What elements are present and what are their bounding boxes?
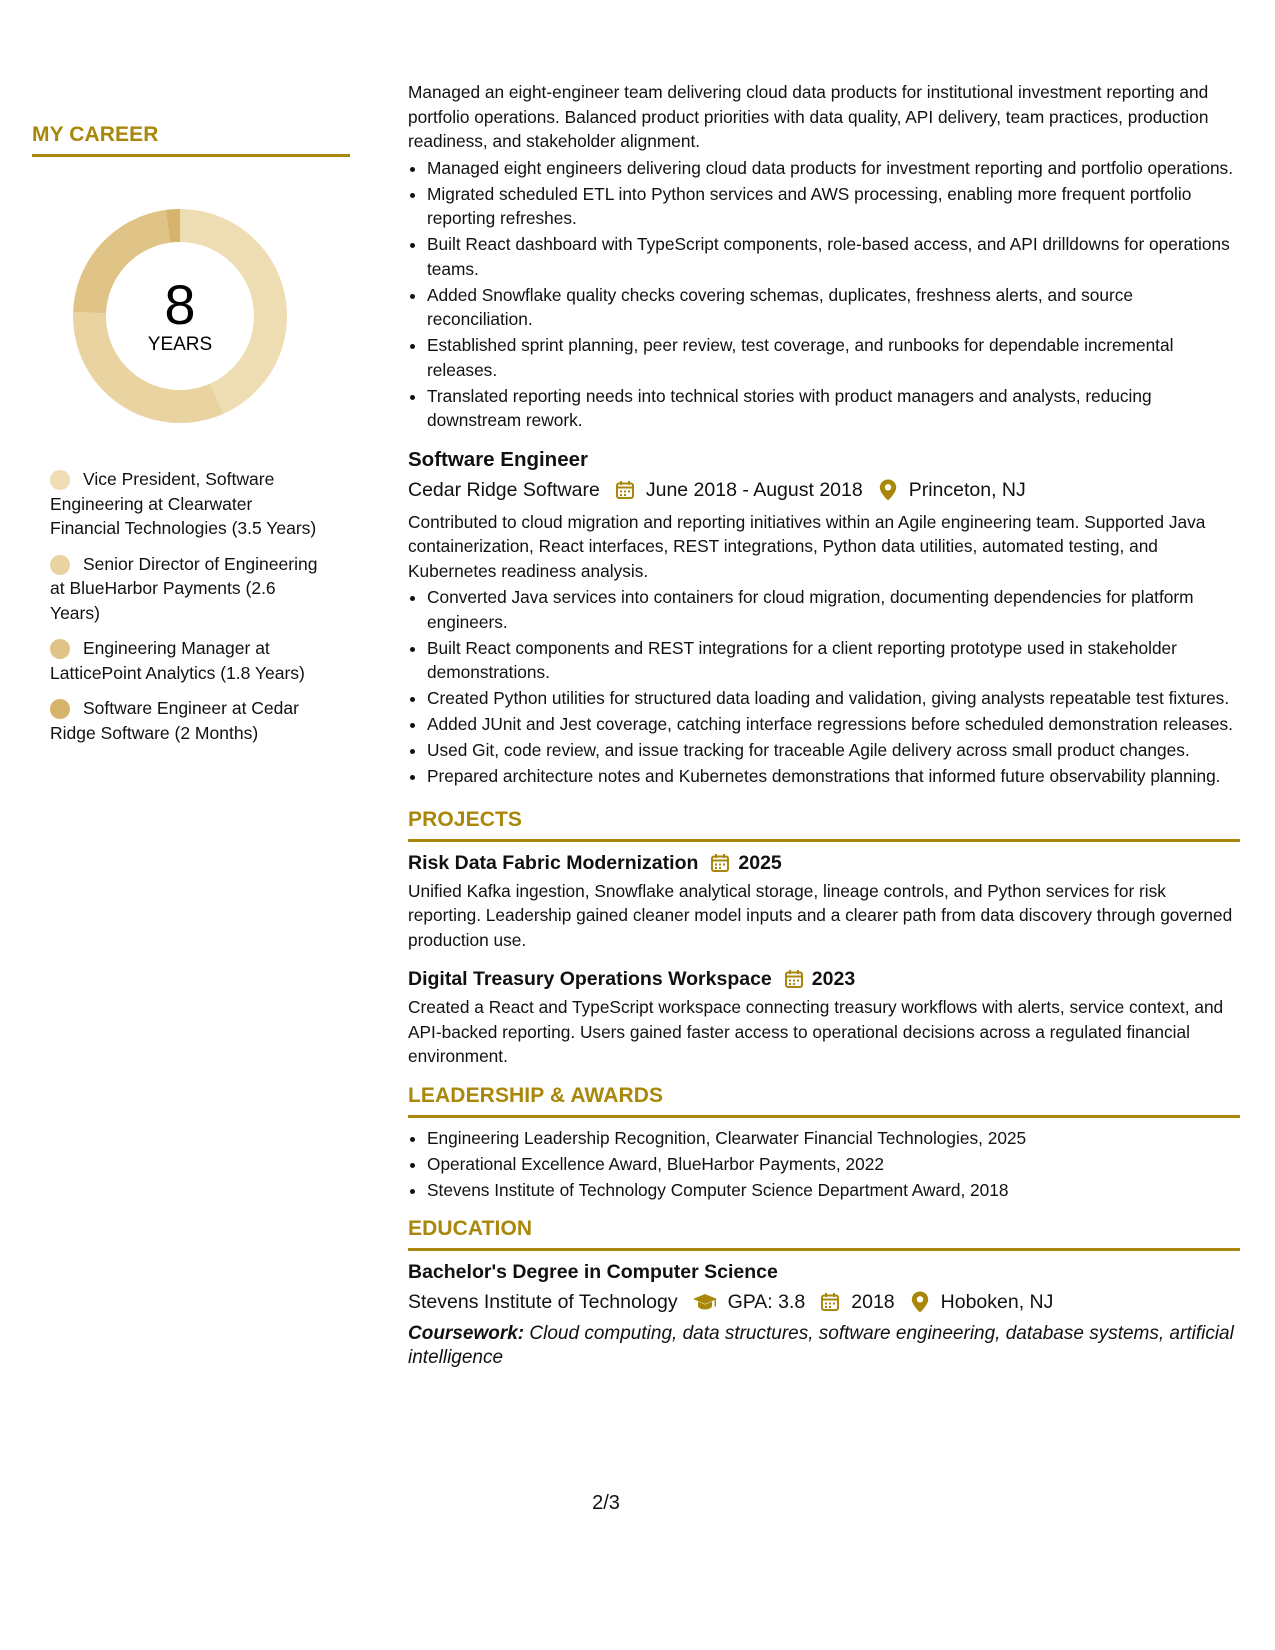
map-pin-icon [877, 479, 899, 501]
project-name: Digital Treasury Operations Workspace [408, 968, 772, 990]
job-meta [408, 476, 1240, 504]
job-location: Princeton, NJ [908, 478, 1026, 501]
legend-item [50, 636, 320, 685]
awards-title: LEADERSHIP & AWARDS [408, 1083, 1240, 1118]
project-year: 2023 [811, 968, 856, 990]
legend-label: Engineering Manager at LatticePoint Analytics (1.8 Years) [50, 638, 305, 683]
legend-dot [50, 699, 70, 719]
job-bullet: • Used Git, code review, and issue tracking for traceable Agile delivery across small product changes. [427, 738, 1240, 763]
projects-title: PROJECTS [408, 807, 1240, 842]
map-pin-icon [909, 1291, 931, 1313]
legend-item [50, 552, 320, 626]
career-donut-chart [65, 201, 295, 431]
donut-years-label: YEARS [147, 334, 213, 355]
job-bullet: • Established sprint planning, peer review, test coverage, and runbooks for dependable incremental releases. [427, 333, 1240, 382]
gpa: GPA: 3.8 [727, 1291, 806, 1313]
project-name: Risk Data Fabric Modernization [408, 851, 699, 874]
career-legend [50, 467, 320, 745]
legend-dot [50, 639, 70, 659]
sidebar [32, 122, 352, 756]
job-bullet: • Added Snowflake quality checks covering schemas, duplicates, freshness alerts, and source reconciliation. [427, 283, 1240, 332]
school-location: Hoboken, NJ [940, 1291, 1054, 1313]
job-summary: Managed an eight-engineer team delivering cloud data products for institutional investment reporting and portfolio operations. Balanced product priorities with data quality, API delivery, team practices, production readiness, and stakeholder alignment. [408, 82, 1209, 151]
job-bullet: • Built React components and REST integrations for a client reporting prototype used in stakeholder demonstrations. [427, 636, 1240, 685]
job-bullet: • Built React dashboard with TypeScript components, role-based access, and API drilldowns for operations teams. [427, 232, 1240, 281]
job-bullet: • Added JUnit and Jest coverage, catching interface regressions before scheduled demonstration releases. [427, 712, 1240, 737]
graduation-year: 2018 [851, 1291, 895, 1313]
legend-dot [50, 555, 70, 575]
project-title [408, 850, 1240, 876]
company-name: Cedar Ridge Software [408, 478, 600, 501]
legend-label: Vice President, Software Engineering at Clearwater Financial Technologies (3.5 Years) [50, 469, 317, 538]
calendar-icon [614, 479, 636, 501]
project-description: Unified Kafka ingestion, Snowflake analytical storage, lineage controls, and Python services for risk reporting. Leadership gained cleaner model inputs and a clearer path from data discovery through governed production use. [408, 880, 1233, 950]
calendar-icon [710, 853, 730, 873]
calendar-icon [784, 969, 804, 989]
school-name: Stevens Institute of Technology [408, 1291, 678, 1313]
job-bullet: • Migrated scheduled ETL into Python services and AWS processing, enabling more frequent portfolio reporting refreshes. [427, 182, 1240, 231]
award-item: • Engineering Leadership Recognition, Clearwater Financial Technologies, 2025 [427, 1126, 1240, 1151]
page-number: 2/3 [592, 1492, 620, 1514]
job-bullets [408, 585, 1240, 789]
education-meta [408, 1288, 1240, 1316]
job-dates: June 2018 - August 2018 [645, 478, 863, 501]
awards-list [408, 1126, 1240, 1203]
award-item: • Stevens Institute of Technology Computer Science Department Award, 2018 [427, 1178, 1240, 1203]
career-section-title: MY CAREER [32, 122, 350, 157]
legend-item [50, 467, 320, 541]
coursework [408, 1322, 1240, 1370]
legend-dot [50, 470, 70, 490]
coursework-label: Coursework: [408, 1323, 525, 1344]
education-title: EDUCATION [408, 1216, 1240, 1251]
education-section [408, 1216, 1240, 1370]
legend-label: Software Engineer at Cedar Ridge Software (2 Months) [50, 698, 299, 743]
legend-label: Senior Director of Engineering at BlueHarbor Payments (2.6 Years) [50, 553, 318, 623]
main-column [408, 80, 1240, 1370]
award-item: • Operational Excellence Award, BlueHarbor Payments, 2022 [427, 1152, 1240, 1177]
job-bullet: • Translated reporting needs into technical stories with product managers and analysts, reducing downstream rework. [427, 384, 1240, 433]
coursework-text: Cloud computing, data structures, software engineering, database systems, artificial intelligence [408, 1323, 1234, 1368]
job-bullet: • Created Python utilities for structured data loading and validation, giving analysts repeatable test fixtures. [427, 686, 1240, 711]
project-description: Created a React and TypeScript workspace connecting treasury workflows with alerts, service context, and API-backed reporting. Users gained faster access to operational decisions across a regulated financial environment. [408, 997, 1224, 1066]
project-title [408, 966, 1240, 992]
donut-years-number: 8 [164, 273, 196, 336]
job-bullet: • Managed eight engineers delivering cloud data products for investment reporting and portfolio operations. [427, 156, 1240, 181]
job-title: Software Engineer [408, 447, 588, 471]
project-year: 2025 [738, 851, 782, 874]
projects-section [408, 807, 1240, 1069]
graduation-cap-icon [692, 1291, 718, 1313]
job-summary: Contributed to cloud migration and reporting initiatives within an Agile engineering team. Supported Java containerization, React interfaces, REST integrations, Python data utilities, automated testing, and Kubernetes readiness analysis. [408, 511, 1206, 581]
degree-title: Bachelor's Degree in Computer Science [408, 1261, 778, 1283]
donut-center [65, 201, 295, 431]
job-bullets [408, 156, 1240, 433]
awards-section [408, 1083, 1240, 1203]
calendar-icon [819, 1291, 841, 1313]
legend-item [50, 696, 320, 745]
job-bullet: • Converted Java services into containers for cloud migration, documenting dependencies for platform engineers. [427, 585, 1240, 634]
job-bullet: • Prepared architecture notes and Kubernetes demonstrations that informed future observability planning. [427, 764, 1240, 789]
